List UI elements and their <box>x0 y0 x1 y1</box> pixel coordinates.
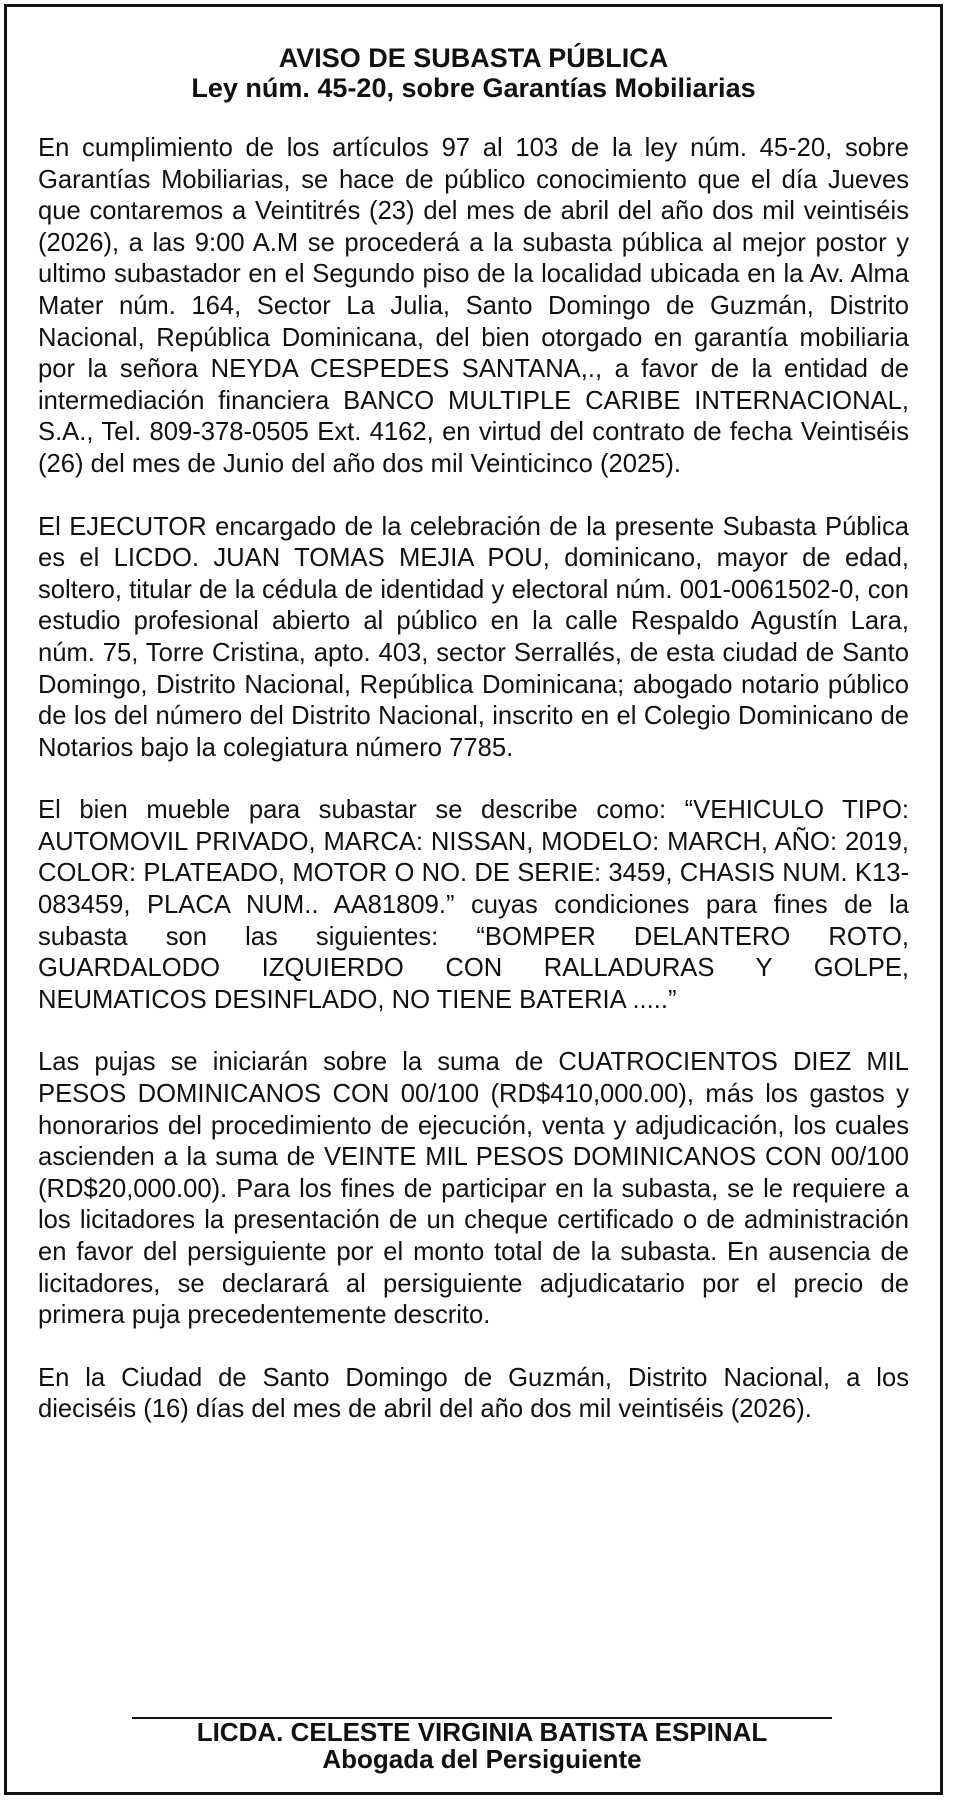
paragraph-place-date: En la Ciudad de Santo Domingo de Guzmán, Distrito Nacional, a los dieciséis (16) días del mes de abril del año dos mil veintiséis (2026). <box>38 1363 909 1424</box>
signature-block <box>132 1717 832 1773</box>
signature-role: Abogada del Persiguiente <box>322 1744 642 1774</box>
notice-title: AVISO DE SUBASTA PÚBLICA <box>278 43 669 73</box>
auction-notice <box>4 4 943 1795</box>
notice-subtitle: Ley núm. 45-20, sobre Garantías Mobiliarias <box>191 73 756 103</box>
paragraph-bidding-terms: Las pujas se iniciarán sobre la suma de CUATROCIENTOS DIEZ MIL PESOS DOMINICANOS CON 00/100 (RD$410,000.00), más los gastos y honorarios del procedimiento de ejecución, venta y adjudicación, los cuales ascienden a la suma de VEINTE MIL PESOS DOMINICANOS CON 00/100 (RD$20,000.00). Para los fines de participar en la subasta, se le requiere a los licitadores la presentación de un cheque certificado o de administración en favor del persiguiente por el monto total de la subasta. En ausencia de licitadores, se declarará al persiguiente adjudicatario por el precio de primera puja precedentemente descrito. <box>38 1048 909 1330</box>
signature-name: LICDA. CELESTE VIRGINIA BATISTA ESPINAL <box>196 1717 768 1747</box>
notice-body <box>38 43 909 1426</box>
paragraph-executor: El EJECUTOR encargado de la celebración de la presente Subasta Pública es el LICDO. JUAN TOMAS MEJIA POU, dominicano, mayor de edad, soltero, titular de la cédula de identidad y electoral núm. 001-0061502-0, con estudio profesional abierto al público en la calle Respaldo Agustín Lara, núm. 75, Torre Cristina, apto. 403, sector Serrallés, de esta ciudad de Santo Domingo, Distrito Nacional, República Dominicana; abogado notario público de los del número del Distrito Nacional, inscrito en el Colegio Dominicano de Notarios bajo la colegiatura número 7785. <box>38 512 909 762</box>
paragraph-vehicle-description: El bien mueble para subastar se describe como: “VEHICULO TIPO: AUTOMOVIL PRIVADO, MARCA: NISSAN, MODELO: MARCH, AÑO: 2019, COLOR: PLATEADO, MOTOR O NO. DE SERIE: 3459, CHASIS NUM. K13-083459, PLACA NUM.. AA81809.” cuyas condiciones para fines de la subasta son las siguientes: “BOMPER DELANTERO ROTO, GUARDALODO IZQUIERDO CON RALLADURAS Y GOLPE, NEUMATICOS DESINFLADO, NO TIENE BATERIA .....” <box>38 796 909 1014</box>
paragraph-auction-announcement: En cumplimiento de los artículos 97 al 103 de la ley núm. 45-20, sobre Garantías Mobiliarias, se hace de público conocimiento que el día Jueves que contaremos a Veintitrés (23) del mes de abril del año dos mil veintiséis (2026), a las 9:00 A.M se procederá a la subasta pública al mejor postor y ultimo subastador en el Segundo piso de la localidad ubicada en la Av. Alma Mater núm. 164, Sector La Julia, Santo Domingo de Guzmán, Distrito Nacional, República Dominicana, del bien otorgado en garantía mobiliaria por la señora NEYDA CESPEDES SANTANA,., a favor de la entidad de intermediación financiera BANCO MULTIPLE CARIBE INTERNACIONAL, S.A., Tel. 809-378-0505 Ext. 4162, en virtud del contrato de fecha Veintiséis (26) del mes de Junio del año dos mil Veinticinco (2025). <box>38 134 909 478</box>
